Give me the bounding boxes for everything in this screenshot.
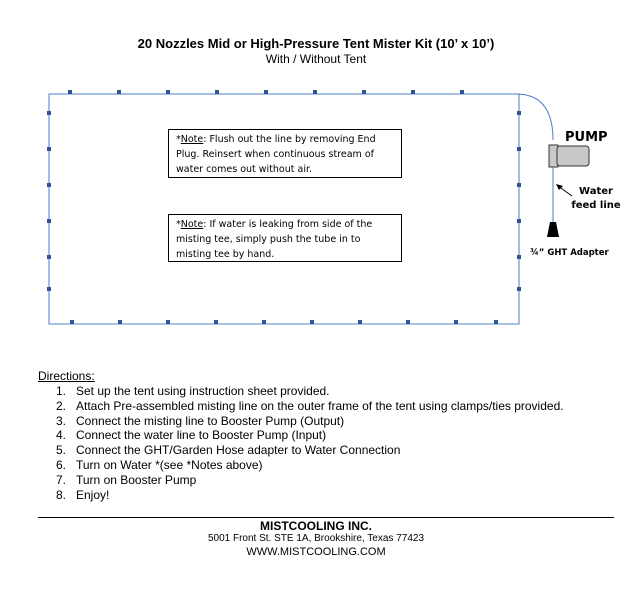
company-name: MISTCOOLING INC. xyxy=(260,519,372,533)
direction-step-text: Connect the GHT/Garden Hose adapter to Water Connection xyxy=(76,443,401,458)
page-subtitle: With / Without Tent xyxy=(265,52,367,66)
nozzle-group xyxy=(47,90,521,324)
direction-step xyxy=(56,487,564,503)
direction-step-number: 1. xyxy=(56,384,67,398)
nozzle-marker xyxy=(166,90,170,94)
direction-step-number: 7. xyxy=(56,472,67,487)
nozzle-marker xyxy=(215,90,219,94)
nozzle-marker xyxy=(517,147,521,151)
direction-step-text: Turn on Water *(see *Notes above) xyxy=(76,457,263,472)
nozzle-marker xyxy=(517,287,521,291)
direction-step-number: 2. xyxy=(56,398,67,413)
direction-step xyxy=(56,384,564,399)
note-prefix: * xyxy=(176,219,181,230)
nozzle-marker xyxy=(310,320,314,324)
note-label: Note xyxy=(180,219,204,230)
water-feed-line-label: Water feed line xyxy=(571,186,621,211)
nozzle-marker xyxy=(517,255,521,259)
nozzle-marker xyxy=(517,183,521,187)
note-flush-line xyxy=(168,129,402,178)
nozzle-marker xyxy=(47,255,51,259)
direction-step xyxy=(56,457,564,473)
nozzle-marker xyxy=(262,320,266,324)
direction-step xyxy=(56,413,564,429)
direction-step-text: Set up the tent using instruction sheet provided. xyxy=(76,384,330,398)
ght-adapter-label: ¾” GHT Adapter xyxy=(530,248,609,258)
note-text: : Flush out the line by removing End Plug. Reinsert when continuous stream of water comes out without air. xyxy=(176,134,376,175)
pump-body xyxy=(557,146,589,166)
direction-step xyxy=(56,428,564,443)
nozzle-marker xyxy=(517,111,521,115)
ght-adapter-icon xyxy=(547,222,559,237)
nozzle-marker xyxy=(517,219,521,223)
direction-step-number: 4. xyxy=(56,428,67,443)
pump-label: PUMP xyxy=(565,130,608,145)
direction-step-number: 6. xyxy=(56,457,67,472)
nozzle-marker xyxy=(47,111,51,115)
nozzle-marker xyxy=(460,90,464,94)
nozzle-marker xyxy=(411,90,415,94)
direction-step-text: Turn on Booster Pump xyxy=(76,472,197,487)
nozzle-marker xyxy=(68,90,72,94)
direction-step-number: 5. xyxy=(56,443,67,458)
nozzle-marker xyxy=(494,320,498,324)
direction-step-text: Connect the water line to Booster Pump (Input) xyxy=(76,428,327,443)
nozzle-marker xyxy=(117,90,121,94)
note-prefix: * xyxy=(176,134,181,145)
nozzle-marker xyxy=(47,183,51,187)
company-website: WWW.MISTCOOLING.COM xyxy=(246,546,386,558)
footer-divider xyxy=(38,517,614,518)
page-title: 20 Nozzles Mid or High-Pressure Tent Mister Kit (10’ x 10’) xyxy=(137,36,495,51)
note-label: Note xyxy=(180,134,204,145)
direction-step-number: 3. xyxy=(56,413,67,428)
nozzle-marker xyxy=(47,147,51,151)
direction-step xyxy=(56,443,564,458)
nozzle-marker xyxy=(313,90,317,94)
nozzle-marker xyxy=(47,219,51,223)
direction-step xyxy=(56,398,564,414)
nozzle-marker xyxy=(358,320,362,324)
nozzle-marker xyxy=(264,90,268,94)
direction-step-text: Enjoy! xyxy=(76,487,110,502)
nozzle-marker xyxy=(47,287,51,291)
nozzle-marker xyxy=(454,320,458,324)
nozzle-marker xyxy=(118,320,122,324)
directions-title: Directions: xyxy=(38,369,95,383)
note-leak xyxy=(168,214,402,262)
direction-step xyxy=(56,472,564,488)
direction-step-text: Connect the misting line to Booster Pump (Output) xyxy=(76,413,345,428)
direction-step-text: Attach Pre-assembled misting line on the outer frame of the tent using clamps/ties provided. xyxy=(76,398,564,413)
nozzle-marker xyxy=(166,320,170,324)
directions-list xyxy=(38,384,564,502)
note-text: : If water is leaking from side of the misting tee, simply push the tube in to misting tee by hand. xyxy=(176,219,373,260)
company-address: 5001 Front St. STE 1A, Brookshire, Texas 77423 xyxy=(207,533,425,544)
nozzle-marker xyxy=(406,320,410,324)
nozzle-marker xyxy=(214,320,218,324)
nozzle-marker xyxy=(362,90,366,94)
direction-step-number: 8. xyxy=(56,487,67,502)
directions-section xyxy=(38,369,564,502)
nozzle-marker xyxy=(70,320,74,324)
